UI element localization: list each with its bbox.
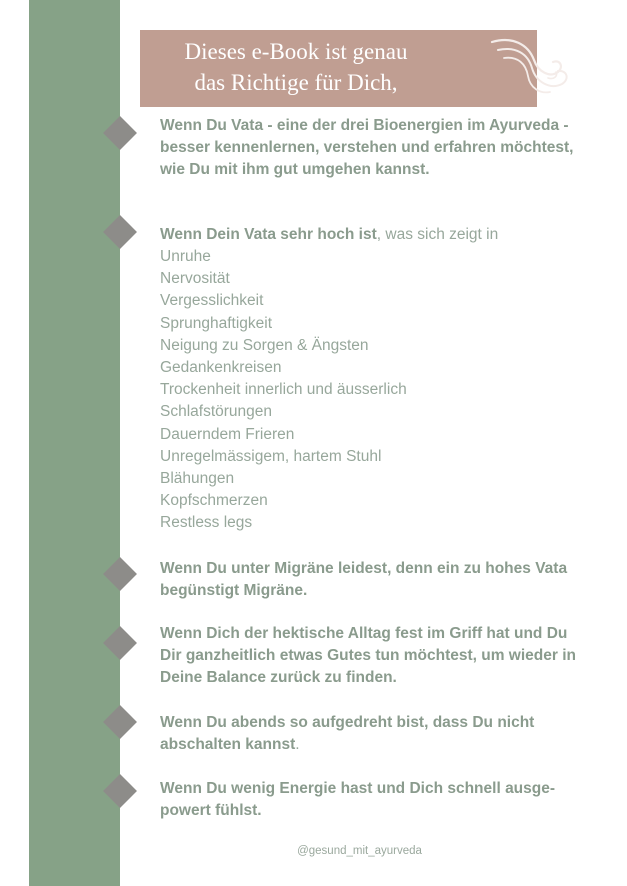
point-5-rest: . xyxy=(295,736,300,753)
point-2-bold: Wenn Dein Vata sehr hoch ist xyxy=(160,226,377,243)
symptom-list xyxy=(160,246,407,535)
symptom-item: Vergesslichkeit xyxy=(160,292,264,310)
symptom-item: Unruhe xyxy=(160,248,211,265)
point-6-text: Wenn Du wenig Energie hast und Dich schnell ausge-powert fühlst. xyxy=(160,780,556,819)
point-5-bold: Wenn Du abends so aufgedreht bist, dass Du nicht abschalten kannst xyxy=(160,714,535,753)
swirl-ornament-icon xyxy=(488,34,570,98)
symptom-item: Unregelmässigem, hartem Stuhl xyxy=(160,447,382,465)
symptom-item: Schlafstörungen xyxy=(160,403,273,421)
point-3 xyxy=(160,558,580,602)
point-2-rest: , was sich zeigt in xyxy=(376,226,499,243)
point-4 xyxy=(160,623,580,689)
point-1-text: Wenn Du Vata - eine der drei Bioenergien im Ayurveda - besser kennenlernen, verstehen und erfahren möchtest, wie Du mit ihm gut umgehen kannst. xyxy=(160,117,574,178)
symptom-item: Nervosität xyxy=(160,270,230,288)
title-line-2: das Richtige für Dich, xyxy=(194,70,398,95)
symptom-item: Trockenheit innerlich und äusserlich xyxy=(160,381,407,399)
symptom-item: Dauerndem Frieren xyxy=(160,425,295,443)
symptom-item: Blähungen xyxy=(160,470,235,488)
footer-handle: @gesund_mit_ayurveda xyxy=(297,845,422,857)
point-2 xyxy=(160,224,580,246)
symptom-item: Sprunghaftigkeit xyxy=(160,314,273,332)
point-5 xyxy=(160,712,580,756)
symptom-item: Restless legs xyxy=(160,514,253,532)
symptom-item: Neigung zu Sorgen & Ängsten xyxy=(160,336,369,354)
symptom-item: Kopfschmerzen xyxy=(160,492,268,510)
symptom-item: Gedankenkreisen xyxy=(160,359,282,377)
title-line-1: Dieses e-Book ist genau xyxy=(184,39,408,64)
point-4-text: Wenn Dich der hektische Alltag fest im Griff hat und Du Dir ganzheitlich etwas Gutes tun möchtest, um wieder in Deine Balance zurück zu finden. xyxy=(160,625,576,686)
point-3-text: Wenn Du unter Migräne leidest, denn ein zu hohes Vata begünstigt Migräne. xyxy=(160,560,568,599)
point-6 xyxy=(160,778,580,822)
point-1 xyxy=(160,115,580,181)
page-title xyxy=(140,36,452,98)
